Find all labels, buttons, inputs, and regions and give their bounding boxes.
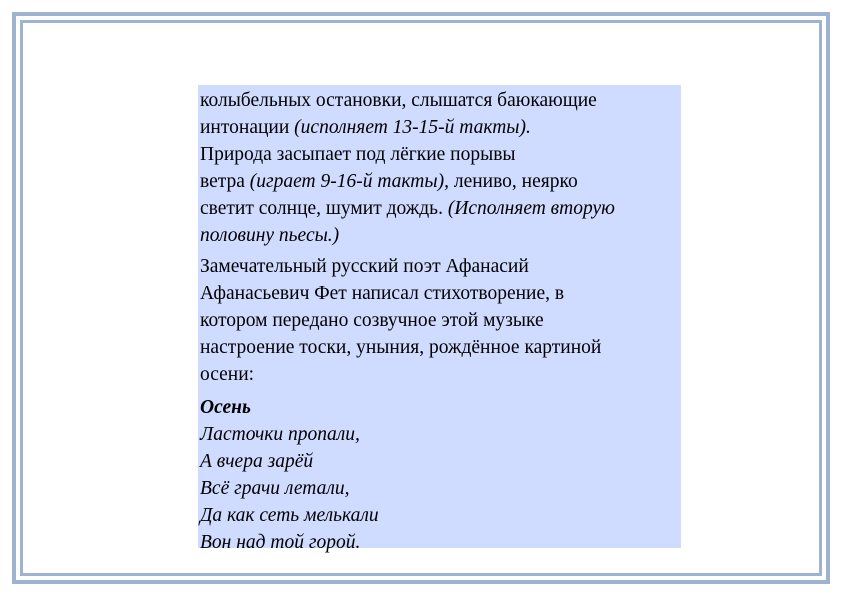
text-span: светит солнце, шумит дождь. (200, 198, 448, 219)
text-line: настроение тоски, уныния, рождённое картиной (200, 337, 602, 358)
text-line: котором передано созвучное этой музыке (200, 310, 544, 331)
text-span: интонации (200, 117, 295, 138)
performance-note: (Исполняет вторую (447, 198, 615, 219)
text-line (200, 114, 679, 141)
poem-title: Осень (200, 397, 251, 418)
poem-line: А вчера зарёй (200, 451, 314, 472)
paragraph-fet (200, 253, 679, 388)
text-line: Афанасьевич Фет написал стихотворение, в (200, 283, 565, 304)
text-block (198, 85, 681, 553)
text-span: лениво, неярко (448, 171, 578, 192)
performance-note: (исполняет 13-15-й такты). (294, 117, 531, 138)
poem (200, 394, 679, 556)
poem-line: Всё грачи летали, (200, 478, 350, 499)
text-line: Замечательный русский поэт Афанасий (200, 256, 529, 277)
poem-line: Вон над той горой. (200, 532, 361, 553)
poem-line: Ласточки пропали, (200, 424, 360, 445)
performance-note: половину пьесы.) (200, 225, 340, 246)
poem-line: Да как сеть мелькали (200, 505, 379, 526)
text-line: колыбельных остановки, слышатся баюкающие (200, 90, 597, 111)
text-line: Природа засыпает под лёгкие порывы (200, 144, 516, 165)
text-span: ветра (200, 171, 250, 192)
text-line: осени: (200, 364, 255, 385)
text-line (200, 195, 679, 222)
performance-note: (играет 9-16-й такты), (249, 171, 449, 192)
paragraph-lullaby (200, 87, 679, 249)
text-line (200, 168, 679, 195)
